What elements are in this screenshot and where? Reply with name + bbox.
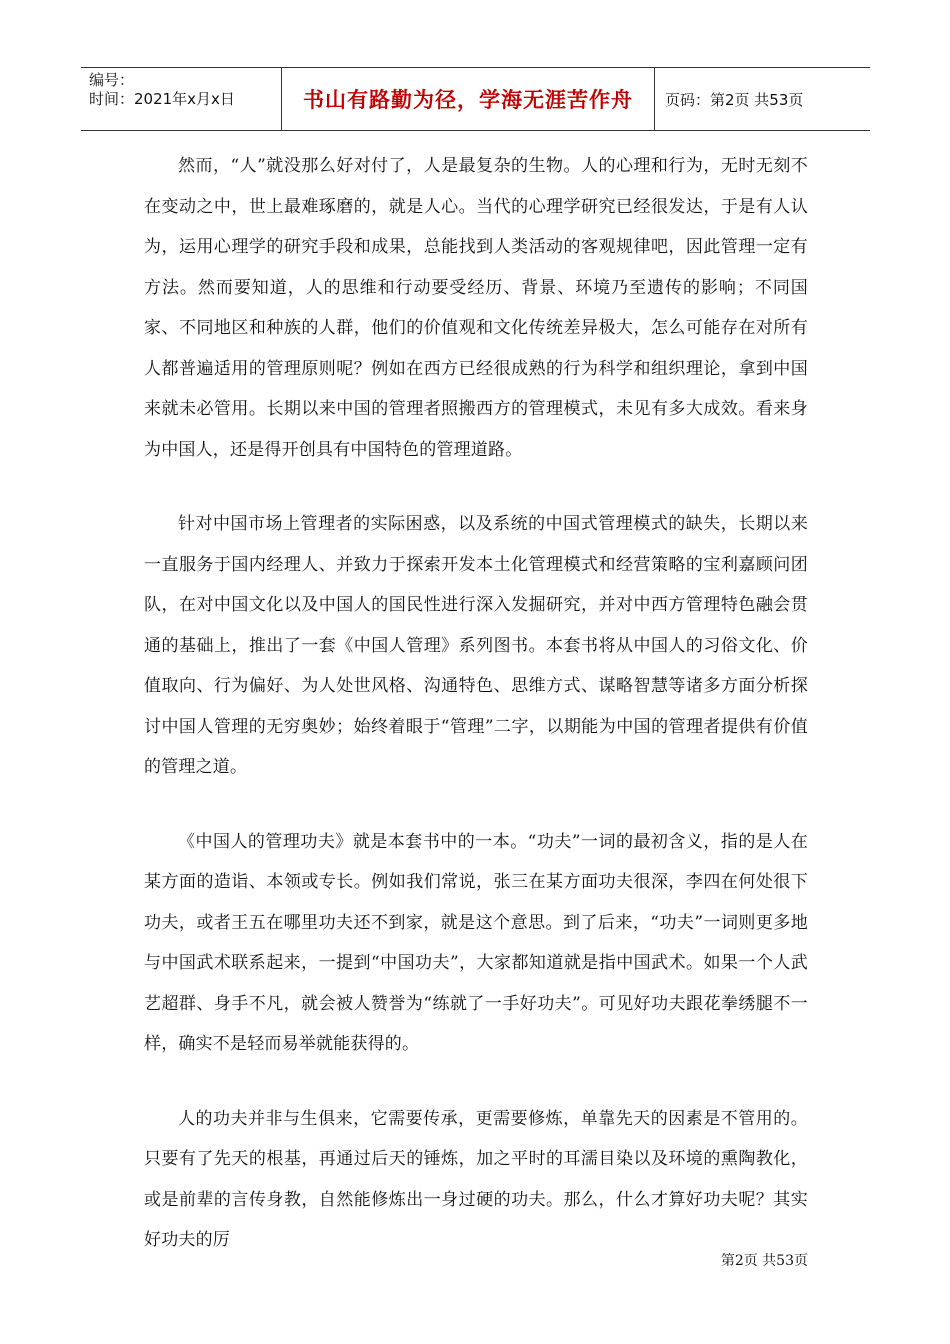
page-header xyxy=(81,67,870,131)
paragraph-1: 然而，“人”就没那么好对付了，人是最复杂的生物。人的心理和行为，无时无刻不在变动之中，世上最难琢磨的，就是人心。当代的心理学研究已经很发达，于是有人认为，运用心理学的研究手段和成果，总能找到人类活动的客观规律吧，因此管理一定有方法。然而要知道，人的思维和行动要受经历、背景、环境乃至遗传的影响；不同国家、不同地区和种族的人群，他们的价值观和文化传统差异极大，怎么可能存在对所有人都普遍适用的管理原则呢？例如在西方已经很成熟的行为科学和组织理论，拿到中国来就未必管用。长期以来中国的管理者照搬西方的管理模式，未见有多大成效。看来身为中国人，还是得开创具有中国特色的管理道路。 xyxy=(144,156,808,460)
document-body xyxy=(144,146,808,1295)
header-meta xyxy=(81,68,282,130)
number-label: 编号： xyxy=(89,71,135,89)
paragraph-2: 针对中国市场上管理者的实际困惑，以及系统的中国式管理模式的缺失，长期以来一直服务于国内经理人、并致力于探索开发本土化管理模式和经营策略的宝利嘉顾问团队，在对中国文化以及中国人的国民性进行深入发掘研究，并对中西方管理特色融会贯通的基础上，推出了一套《中国人管理》系列图书。本套书将从中国人的习俗文化、价值取向、行为偏好、为人处世风格、沟通特色、思维方式、谋略智慧等诸多方面分析探讨中国人管理的无穷奥妙；始终着眼于“管理”二字，以期能为中国的管理者提供有价值的管理之道。 xyxy=(144,514,808,777)
header-motto: 书山有路勤为径，学海无涯苦作舟 xyxy=(282,68,655,130)
page-footer: 第2页 共53页 xyxy=(720,1253,808,1269)
paragraph-4: 人的功夫并非与生俱来，它需要传承，更需要修炼，单靠先天的因素是不管用的。只要有了先天的根基，再通过后天的锤炼，加之平时的耳濡目染以及环境的熏陶教化，或是前辈的言传身教，自然能修炼出一身过硬的功夫。那么，什么才算好功夫呢？其实好功夫的厉 xyxy=(144,1108,808,1250)
date-label: 时间：2021年x月x日 xyxy=(89,90,235,108)
paragraph-3: 《中国人的管理功夫》就是本套书中的一本。“功夫”一词的最初含义，指的是人在某方面的造诣、本领或专长。例如我们常说，张三在某方面功夫很深，李四在何处很下功夫，或者王五在哪里功夫还不到家，就是这个意思。到了后来，“功夫”一词则更多地与中国武术联系起来，一提到“中国功夫”，大家都知道就是指中国武术。如果一个人武艺超群、身手不凡，就会被人赞誉为“练就了一手好功夫”。可见好功夫跟花拳绣腿不一样，确实不是轻而易举就能获得的。 xyxy=(144,831,808,1054)
header-page-info: 页码：第2页 共53页 xyxy=(665,90,804,109)
